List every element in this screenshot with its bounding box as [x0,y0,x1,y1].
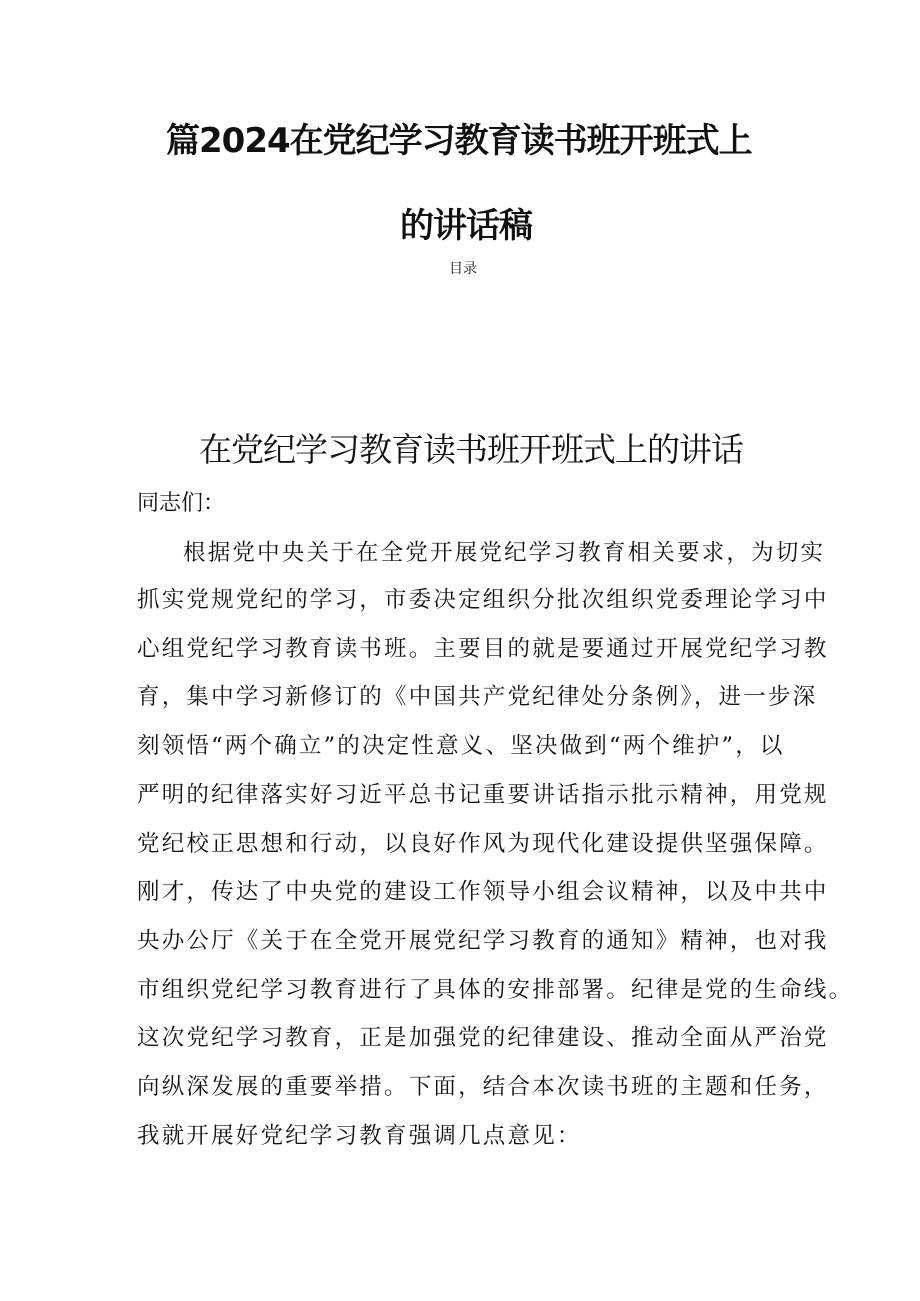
salutation: 同志们： [137,491,226,516]
body-line: 这次党纪学习教育，正是加强党的纪律建设、推动全面从严治党 [137,1025,829,1051]
body-line: 心组党纪学习教育读书班。主要目的就是要通过开展党纪学习教 [137,636,829,662]
document-title-line-1: 篇2024在党纪学习教育读书班开班式上 [166,121,752,161]
body-line: 育，集中学习新修订的《中国共产党纪律处分条例》，进一步深 [137,684,818,710]
speech-title: 在党纪学习教育读书班开班式上的讲话 [199,430,743,469]
body-line: 抓实党规党纪的学习，市委决定组织分批次组织党委理论学习中 [137,587,829,613]
table-of-contents-label: 目录 [449,261,477,277]
body-line: 向纵深发展的重要举措。下面，结合本次读书班的主题和任务， [137,1074,829,1100]
document-title-line-2: 的讲话稿 [400,206,532,246]
body-line: 刻领悟“两个确立”的决定性意义、坚决做到“两个维护”，以 [137,733,785,759]
body-line: 央办公厅《关于在全党开展党纪学习教育的通知》精神，也对我 [137,928,829,954]
body-line: 党纪校正思想和行动，以良好作风为现代化建设提供坚强保障。 [137,831,829,857]
body-line: 刚才，传达了中央党的建设工作领导小组会议精神，以及中共中 [137,879,829,905]
body-line: 严明的纪律落实好习近平总书记重要讲话指示批示精神，用党规 [137,782,829,808]
body-line: 我就开展好党纪学习教育强调几点意见： [137,1123,582,1149]
body-line: 根据党中央关于在全党开展党纪学习教育相关要求，为切实 [183,540,826,566]
body-line: 市组织党纪学习教育进行了具体的安排部署。纪律是党的生命线。 [137,977,854,1003]
